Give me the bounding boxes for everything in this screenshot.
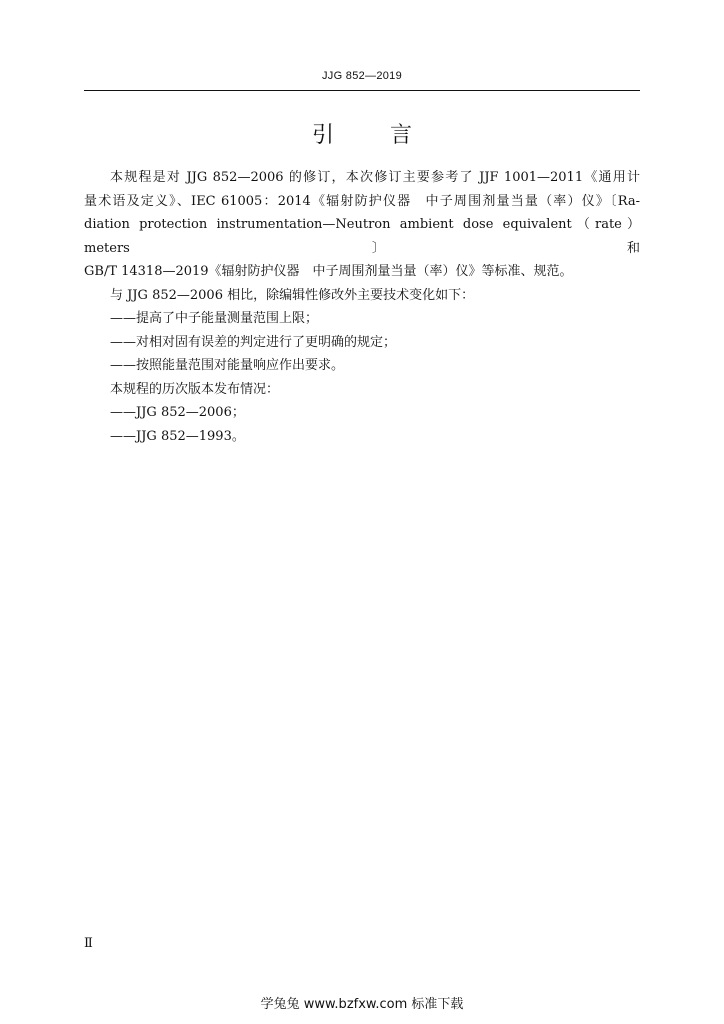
paragraph-line: 量术语及定义》、IEC 61005：2014《辐射防护仪器 中子周围剂量当量（率）仪》〔Ra- [84,193,640,209]
paragraph-line: 本规程是对 JJG 852—2006 的修订，本次修订主要参考了 JJF 1001—2011《通用计 [110,170,640,185]
paragraph: 与 JJG 852—2006 相比，除编辑性修改外主要技术变化如下： [110,287,475,303]
body-text [84,166,640,448]
page-title: 引言 [311,123,468,148]
paragraph-line: GB/T 14318—2019《辐射防护仪器 中子周围剂量当量（率）仪》等标准、规范。 [84,264,573,279]
running-header: JJG 852—2019 [321,70,403,82]
list-item: ——JJG 852—2006； [110,405,245,420]
list-item: ——JJG 852—1993。 [110,428,245,444]
list-item: ——按照能量范围对能量响应作出要求。 [110,358,345,373]
list-item: ——对相对固有误差的判定进行了更明确的规定； [110,334,397,350]
list-item: ——提高了中子能量测量范围上限； [110,311,319,326]
paragraph: 本规程的历次版本发布情况： [110,381,280,397]
paragraph-line: diation protection instrumentation—Neutron ambient dose equivalent（rate）meters〕和 [84,217,640,256]
header-rule [84,90,640,91]
page-number: Ⅱ [84,936,93,951]
footer-watermark: 学兔兔 www.bzfxw.com 标准下载 [260,997,464,1012]
